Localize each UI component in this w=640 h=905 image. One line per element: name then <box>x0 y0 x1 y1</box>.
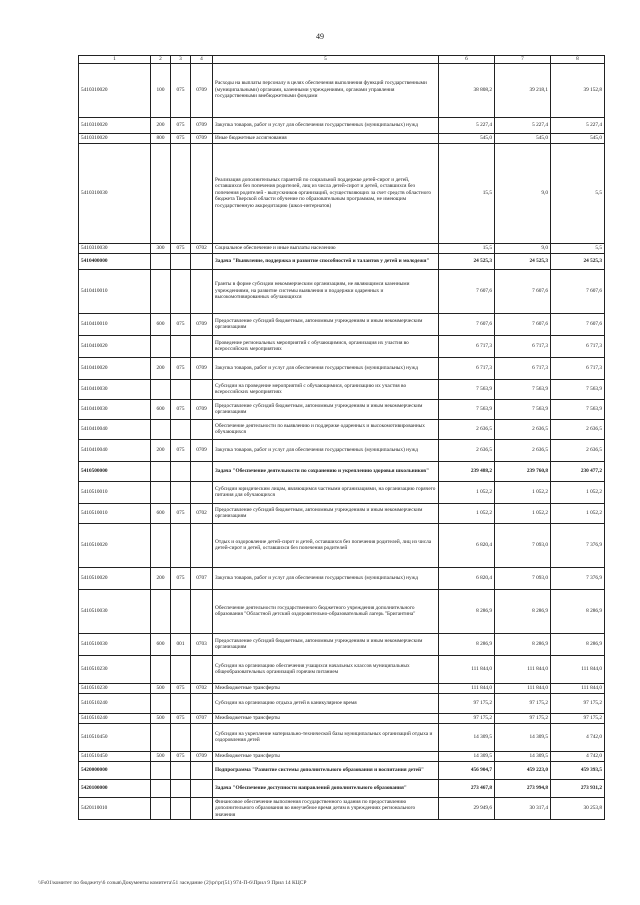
row-description: Предоставление субсидий бюджетным, автономным учреждениям и иным некоммерческим организациям <box>213 633 439 655</box>
row-value-year1: 5 227,4 <box>439 117 495 133</box>
row-description: Задача "Обеспечение деятельности по сохранению и укреплению здоровья школьников" <box>213 461 439 481</box>
row-code: 5410410010 <box>79 313 151 335</box>
row-description: Межбюджетные трансферты <box>213 683 439 693</box>
row-description: Закупка товаров, работ и услуг для обеспечения государственных (муниципальных) нужд <box>213 439 439 461</box>
row-agency: 075 <box>171 313 191 335</box>
row-value-year1: 15,5 <box>439 243 495 253</box>
row-type: 600 <box>151 503 171 523</box>
row-code: 5410510020 <box>79 567 151 589</box>
row-description: Межбюджетные трансферты <box>213 751 439 761</box>
row-section <box>191 523 213 567</box>
row-agency: 075 <box>171 683 191 693</box>
header-col-3: 3 <box>171 56 191 64</box>
row-value-year3: 5,5 <box>551 143 605 243</box>
row-value-year2: 8 286,9 <box>495 633 551 655</box>
row-value-year1: 273 467,8 <box>439 779 495 797</box>
row-value-year3: 5 227,4 <box>551 117 605 133</box>
row-agency: 075 <box>171 503 191 523</box>
row-section <box>191 481 213 503</box>
row-type <box>151 693 171 713</box>
header-col-6: 6 <box>439 56 495 64</box>
row-type: 600 <box>151 399 171 419</box>
row-agency: 075 <box>171 63 191 117</box>
row-value-year3: 6 717,3 <box>551 357 605 379</box>
row-value-year3: 8 286,9 <box>551 589 605 633</box>
row-description: Предоставление субсидий бюджетным, автономным учреждениям и иным некоммерческим организациям <box>213 399 439 419</box>
row-description: Закупка товаров, работ и услуг для обеспечения государственных (муниципальных) нужд <box>213 117 439 133</box>
row-code: 5410400000 <box>79 253 151 269</box>
table-row <box>79 419 605 439</box>
table-row <box>79 713 605 723</box>
table-row-task <box>79 761 605 779</box>
row-value-year1: 239 488,2 <box>439 461 495 481</box>
row-value-year3: 6 717,3 <box>551 335 605 357</box>
row-type: 500 <box>151 713 171 723</box>
table-row <box>79 439 605 461</box>
row-description: Субсидии на организацию обеспечения учащихся начальных классов муниципальных общеобразовательных организаций горячим питанием <box>213 655 439 683</box>
row-type <box>151 143 171 243</box>
row-value-year1: 97 175,2 <box>439 713 495 723</box>
row-section: 0709 <box>191 117 213 133</box>
row-agency: 075 <box>171 567 191 589</box>
row-description: Субсидии на проведение мероприятий с обучающимися, организацию их участия во всероссийских мероприятиях <box>213 379 439 399</box>
table-row <box>79 481 605 503</box>
row-description: Подпрограмма "Развитие системы дополнительного образования и воспитания детей" <box>213 761 439 779</box>
table-row <box>79 243 605 253</box>
row-value-year1: 38 808,2 <box>439 63 495 117</box>
row-value-year1: 14 309,5 <box>439 723 495 751</box>
row-value-year1: 6 717,3 <box>439 357 495 379</box>
row-value-year3: 111 844,0 <box>551 655 605 683</box>
row-value-year1: 1 052,2 <box>439 503 495 523</box>
row-value-year2: 7 563,9 <box>495 399 551 419</box>
row-agency <box>171 419 191 439</box>
row-value-year1: 111 844,0 <box>439 683 495 693</box>
row-section: 0703 <box>191 633 213 655</box>
table-row-task <box>79 461 605 481</box>
row-value-year1: 2 636,5 <box>439 439 495 461</box>
row-code: 5410510010 <box>79 503 151 523</box>
row-code: 5410410030 <box>79 399 151 419</box>
row-value-year3: 39 152,8 <box>551 63 605 117</box>
row-description: Обеспечение деятельности государственного бюджетного учреждения дополнительного образования "Областной детский оздоровительно-образовательный лагерь "Бригантина" <box>213 589 439 633</box>
table-row <box>79 567 605 589</box>
row-type: 200 <box>151 567 171 589</box>
row-type <box>151 335 171 357</box>
row-type <box>151 481 171 503</box>
row-description: Межбюджетные трансферты <box>213 713 439 723</box>
table-row <box>79 63 605 117</box>
row-section <box>191 269 213 313</box>
row-code: 5420000000 <box>79 761 151 779</box>
row-description: Предоставление субсидий бюджетным, автономным учреждениям и иным некоммерческим организациям <box>213 313 439 335</box>
table-row <box>79 357 605 379</box>
row-description: Гранты в форме субсидии некоммерческим организациям, не являющимся казенными учреждениями, на развитие системы выявления и поддержки одаренных и высокомотивированных обучающихся <box>213 269 439 313</box>
row-section <box>191 379 213 399</box>
row-agency: 075 <box>171 357 191 379</box>
row-value-year3: 4 742,0 <box>551 751 605 761</box>
row-code: 5410310020 <box>79 117 151 133</box>
row-agency <box>171 797 191 820</box>
row-type: 300 <box>151 243 171 253</box>
row-type: 500 <box>151 751 171 761</box>
table-row <box>79 313 605 335</box>
row-value-year1: 97 175,2 <box>439 693 495 713</box>
row-code: 5410310030 <box>79 143 151 243</box>
row-value-year2: 14 309,5 <box>495 723 551 751</box>
row-section: 0709 <box>191 439 213 461</box>
row-agency: 075 <box>171 133 191 143</box>
row-value-year1: 7 607,6 <box>439 269 495 313</box>
row-value-year3: 7 607,6 <box>551 269 605 313</box>
table-row <box>79 797 605 820</box>
row-agency: 075 <box>171 243 191 253</box>
row-section <box>191 419 213 439</box>
table-row <box>79 751 605 761</box>
table-row <box>79 399 605 419</box>
row-type <box>151 761 171 779</box>
row-section <box>191 589 213 633</box>
row-section <box>191 723 213 751</box>
row-value-year1: 8 286,9 <box>439 589 495 633</box>
row-value-year3: 24 525,3 <box>551 253 605 269</box>
row-value-year1: 8 286,9 <box>439 633 495 655</box>
row-value-year3: 5,5 <box>551 243 605 253</box>
row-agency <box>171 269 191 313</box>
row-section <box>191 797 213 820</box>
row-code: 5410510020 <box>79 523 151 567</box>
row-type: 200 <box>151 117 171 133</box>
row-value-year1: 6 820,4 <box>439 567 495 589</box>
table-row <box>79 683 605 693</box>
row-description: Проведение региональных мероприятий с обучающимися, организация их участия во всероссийских мероприятиях <box>213 335 439 357</box>
row-section <box>191 779 213 797</box>
row-type <box>151 419 171 439</box>
table-row <box>79 143 605 243</box>
row-agency <box>171 761 191 779</box>
row-type: 500 <box>151 683 171 693</box>
row-value-year1: 7 607,6 <box>439 313 495 335</box>
row-value-year3: 7 376,9 <box>551 567 605 589</box>
row-value-year2: 7 093,0 <box>495 523 551 567</box>
row-code: 5410410030 <box>79 379 151 399</box>
table-row-task <box>79 253 605 269</box>
row-value-year3: 8 286,9 <box>551 633 605 655</box>
row-code: 5410510030 <box>79 633 151 655</box>
header-col-5: 5 <box>213 56 439 64</box>
table-row <box>79 723 605 751</box>
row-code: 5410510240 <box>79 693 151 713</box>
row-value-year2: 7 607,6 <box>495 313 551 335</box>
row-value-year3: 1 052,2 <box>551 503 605 523</box>
row-section <box>191 761 213 779</box>
row-value-year1: 6 717,3 <box>439 335 495 357</box>
row-value-year1: 15,5 <box>439 143 495 243</box>
row-agency: 075 <box>171 751 191 761</box>
row-type <box>151 269 171 313</box>
row-value-year1: 7 563,9 <box>439 399 495 419</box>
file-path-footer: \\Fs01\комитет по бюджету\6 созыв\Документы комитета\51 заседание (2)\pr\pr(51) 974-П-6\Прил 9 Прил 14 КЦСР <box>38 880 307 886</box>
row-value-year2: 111 844,0 <box>495 683 551 693</box>
row-type: 100 <box>151 63 171 117</box>
table-row <box>79 655 605 683</box>
header-col-2: 2 <box>151 56 171 64</box>
row-agency <box>171 693 191 713</box>
row-description: Обеспечение деятельности по выявлению и поддержке одаренных и высокомотивированных обучающихся <box>213 419 439 439</box>
row-value-year1: 111 844,0 <box>439 655 495 683</box>
row-description: Предоставление субсидий бюджетным, автономным учреждениям и иным некоммерческим организациям <box>213 503 439 523</box>
row-section: 0709 <box>191 313 213 335</box>
row-value-year2: 1 052,2 <box>495 503 551 523</box>
row-value-year2: 8 286,9 <box>495 589 551 633</box>
row-section <box>191 693 213 713</box>
row-type: 600 <box>151 313 171 335</box>
row-code: 5410510450 <box>79 751 151 761</box>
row-section: 0709 <box>191 399 213 419</box>
row-agency <box>171 253 191 269</box>
row-value-year3: 545,0 <box>551 133 605 143</box>
row-code: 5410310030 <box>79 243 151 253</box>
row-value-year3: 97 175,2 <box>551 713 605 723</box>
row-section: 0709 <box>191 133 213 143</box>
row-section <box>191 655 213 683</box>
row-code: 5410410040 <box>79 419 151 439</box>
row-section: 0702 <box>191 503 213 523</box>
row-value-year2: 273 994,8 <box>495 779 551 797</box>
row-code: 5410510450 <box>79 723 151 751</box>
row-description: Субсидии на укрепление материально-технической базы муниципальных организаций отдыха и оздоровления детей <box>213 723 439 751</box>
row-description: Задача "Выявление, поддержка и развитие способностей и талантов у детей и молодежи" <box>213 253 439 269</box>
row-code: 5410310020 <box>79 63 151 117</box>
row-value-year2: 7 093,0 <box>495 567 551 589</box>
row-code: 5410510230 <box>79 655 151 683</box>
table-row <box>79 503 605 523</box>
row-value-year2: 97 175,2 <box>495 693 551 713</box>
header-col-8: 8 <box>551 56 605 64</box>
row-value-year1: 545,0 <box>439 133 495 143</box>
row-agency <box>171 723 191 751</box>
row-agency: 075 <box>171 713 191 723</box>
row-type: 200 <box>151 439 171 461</box>
row-value-year3: 7 563,9 <box>551 399 605 419</box>
row-value-year3: 4 742,0 <box>551 723 605 751</box>
row-value-year2: 39 218,1 <box>495 63 551 117</box>
row-code: 5410510030 <box>79 589 151 633</box>
row-value-year2: 459 223,0 <box>495 761 551 779</box>
row-code: 5410410040 <box>79 439 151 461</box>
row-agency <box>171 779 191 797</box>
row-type: 800 <box>151 133 171 143</box>
row-agency: 001 <box>171 633 191 655</box>
row-value-year3: 7 563,9 <box>551 379 605 399</box>
row-value-year3: 230 477,2 <box>551 461 605 481</box>
row-value-year3: 2 636,5 <box>551 419 605 439</box>
row-value-year2: 5 227,4 <box>495 117 551 133</box>
row-agency <box>171 335 191 357</box>
row-type <box>151 655 171 683</box>
row-value-year3: 111 844,0 <box>551 683 605 693</box>
row-code: 5410410020 <box>79 357 151 379</box>
row-description: Задача "Обеспечение доступности направлений дополнительного образования" <box>213 779 439 797</box>
row-type: 200 <box>151 357 171 379</box>
budget-table <box>78 55 605 820</box>
row-value-year1: 456 904,7 <box>439 761 495 779</box>
row-description: Закупка товаров, работ и услуг для обеспечения государственных (муниципальных) нужд <box>213 357 439 379</box>
row-value-year1: 14 309,5 <box>439 751 495 761</box>
row-value-year3: 7 607,6 <box>551 313 605 335</box>
row-type <box>151 379 171 399</box>
row-section <box>191 253 213 269</box>
table-row <box>79 269 605 313</box>
row-agency <box>171 589 191 633</box>
row-value-year2: 97 175,2 <box>495 713 551 723</box>
row-code: 5410510010 <box>79 481 151 503</box>
row-value-year2: 30 317,4 <box>495 797 551 820</box>
row-section: 0709 <box>191 357 213 379</box>
row-value-year2: 2 636,5 <box>495 439 551 461</box>
row-value-year2: 9,0 <box>495 243 551 253</box>
row-value-year2: 7 563,9 <box>495 379 551 399</box>
row-value-year2: 239 760,8 <box>495 461 551 481</box>
row-description: Отдых и оздоровление детей-сирот и детей, оставшихся без попечения родителей, лиц из числа детей-сирот и детей, оставшихся без попечения родителей <box>213 523 439 567</box>
row-code: 5410410010 <box>79 269 151 313</box>
header-col-1: 1 <box>79 56 151 64</box>
row-agency: 075 <box>171 439 191 461</box>
row-type <box>151 589 171 633</box>
row-description: Социальное обеспечение и иные выплаты населению <box>213 243 439 253</box>
header-col-4: 4 <box>191 56 213 64</box>
row-section: 0702 <box>191 683 213 693</box>
row-value-year2: 6 717,3 <box>495 357 551 379</box>
row-section: 0702 <box>191 243 213 253</box>
row-code: 5410510240 <box>79 713 151 723</box>
row-value-year1: 6 820,4 <box>439 523 495 567</box>
row-value-year1: 1 052,2 <box>439 481 495 503</box>
row-type <box>151 723 171 751</box>
row-type <box>151 461 171 481</box>
row-value-year3: 2 636,5 <box>551 439 605 461</box>
header-col-7: 7 <box>495 56 551 64</box>
row-description: Субсидии на организацию отдыха детей в каникулярное время <box>213 693 439 713</box>
row-description: Реализация дополнительных гарантий по социальной поддержке детей-сирот и детей, оставшихся без попечения родителей, лиц из числа детей-сирот и детей, оставшихся без попечения родителей - выпускников организаций, осуществляющих за счет средств областного бюджета Тверской области обучение по образовательным программам, не имеющим государственную аккредитацию (школ-интернатов) <box>213 143 439 243</box>
row-value-year3: 459 393,5 <box>551 761 605 779</box>
table-row <box>79 133 605 143</box>
row-value-year2: 14 309,5 <box>495 751 551 761</box>
row-code: 5410410020 <box>79 335 151 357</box>
row-value-year3: 30 253,8 <box>551 797 605 820</box>
row-value-year1: 7 563,9 <box>439 379 495 399</box>
row-value-year2: 545,0 <box>495 133 551 143</box>
row-value-year3: 97 175,2 <box>551 693 605 713</box>
row-type <box>151 779 171 797</box>
table-row-task <box>79 779 605 797</box>
row-code: 5420100000 <box>79 779 151 797</box>
row-code: 5410310020 <box>79 133 151 143</box>
row-agency <box>171 655 191 683</box>
row-type: 600 <box>151 633 171 655</box>
row-agency <box>171 379 191 399</box>
row-section: 0709 <box>191 751 213 761</box>
table-row <box>79 117 605 133</box>
row-section: 0707 <box>191 567 213 589</box>
row-section <box>191 461 213 481</box>
row-agency <box>171 461 191 481</box>
row-value-year2: 2 636,5 <box>495 419 551 439</box>
row-section <box>191 143 213 243</box>
row-code: 5410500000 <box>79 461 151 481</box>
row-description: Расходы на выплаты персоналу в целях обеспечения выполнения функций государственными (муниципальными) органами, казенными учреждениями, органами управления государственными внебюджетными фондами <box>213 63 439 117</box>
row-value-year2: 6 717,3 <box>495 335 551 357</box>
row-code: 5420110010 <box>79 797 151 820</box>
table-row <box>79 693 605 713</box>
row-value-year2: 24 525,3 <box>495 253 551 269</box>
table-row <box>79 379 605 399</box>
row-value-year1: 24 525,3 <box>439 253 495 269</box>
row-description: Субсидии юридическим лицам, являющимся частными организациями, на организацию горячего питания для обучающихся <box>213 481 439 503</box>
table-row <box>79 523 605 567</box>
row-value-year1: 2 636,5 <box>439 419 495 439</box>
row-section <box>191 335 213 357</box>
row-type <box>151 797 171 820</box>
row-section: 0707 <box>191 713 213 723</box>
table-header-row <box>79 56 605 64</box>
row-value-year3: 273 931,2 <box>551 779 605 797</box>
row-value-year2: 111 844,0 <box>495 655 551 683</box>
row-section: 0709 <box>191 63 213 117</box>
row-code: 5410510230 <box>79 683 151 693</box>
row-value-year1: 29 949,6 <box>439 797 495 820</box>
row-agency <box>171 481 191 503</box>
row-description: Иные бюджетные ассигнования <box>213 133 439 143</box>
row-type <box>151 523 171 567</box>
row-value-year2: 7 607,6 <box>495 269 551 313</box>
table-row <box>79 633 605 655</box>
row-type <box>151 253 171 269</box>
row-value-year3: 1 052,2 <box>551 481 605 503</box>
row-value-year3: 7 376,9 <box>551 523 605 567</box>
table-row <box>79 589 605 633</box>
row-agency: 075 <box>171 399 191 419</box>
row-agency <box>171 143 191 243</box>
row-agency <box>171 523 191 567</box>
table-row <box>79 335 605 357</box>
row-description: Закупка товаров, работ и услуг для обеспечения государственных (муниципальных) нужд <box>213 567 439 589</box>
row-description: Финансовое обеспечение выполнения государственного задания по предоставлению дополнительного образования во внеучебное время детям в учреждениях регионального значения <box>213 797 439 820</box>
row-value-year2: 1 052,2 <box>495 481 551 503</box>
page-number: 49 <box>316 32 324 41</box>
row-value-year2: 9,0 <box>495 143 551 243</box>
row-agency: 075 <box>171 117 191 133</box>
